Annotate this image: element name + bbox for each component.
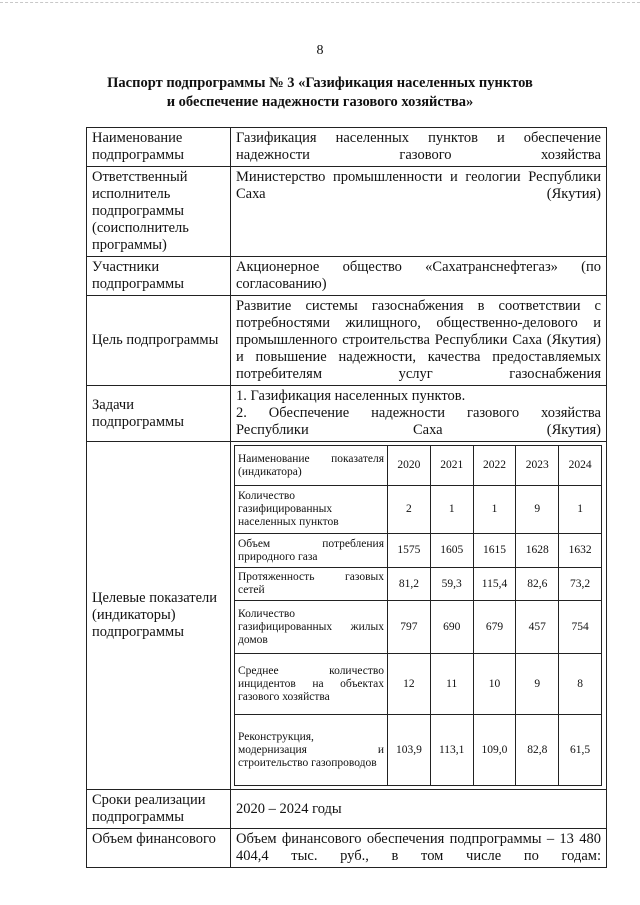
indicator-value: 10 <box>473 654 516 715</box>
indicator-value: 797 <box>388 601 431 654</box>
indicator-value: 115,4 <box>473 568 516 601</box>
indicator-value: 61,5 <box>559 715 602 786</box>
page-title <box>60 74 580 112</box>
indicator-value: 73,2 <box>559 568 602 601</box>
year-2020-header: 2020 <box>388 446 431 486</box>
label-tasks: Задачи подпрограммы <box>87 386 231 442</box>
indicator-name: Среднее количество инцидентов на объектах газового хозяйства <box>235 654 388 715</box>
indicator-name: Объем потребления природного газа <box>235 534 388 568</box>
row-goal <box>87 296 607 386</box>
label-executor: Ответственный исполнитель подпрограммы (соисполнитель программы) <box>87 167 231 257</box>
indicator-value: 59,3 <box>430 568 473 601</box>
indicator-value: 457 <box>516 601 559 654</box>
indicator-header-row <box>235 446 602 486</box>
value-participants: Акционерное общество «Сахатранснефтегаз» (по согласованию) <box>231 257 607 296</box>
value-executor: Министерство промышленности и геологии Республики Саха (Якутия) <box>231 167 607 257</box>
indicator-value: 109,0 <box>473 715 516 786</box>
indicator-row <box>235 486 602 534</box>
indicator-value: 8 <box>559 654 602 715</box>
indicator-value: 690 <box>430 601 473 654</box>
indicator-name: Количество газифицированных населенных пунктов <box>235 486 388 534</box>
indicator-row <box>235 601 602 654</box>
row-executor <box>87 167 607 257</box>
row-terms <box>87 790 607 829</box>
row-indicators <box>87 442 607 790</box>
indicator-name: Реконструкция, модернизация и строительство газопроводов <box>235 715 388 786</box>
label-name: Наименование подпрограммы <box>87 128 231 167</box>
task-item-2: 2. Обеспечение надежности газового хозяйства Республики Саха (Якутия) <box>236 405 601 438</box>
label-indicators: Целевые показатели (индикаторы) подпрограммы <box>87 442 231 790</box>
value-tasks <box>231 386 607 442</box>
indicator-name: Протяженность газовых сетей <box>235 568 388 601</box>
row-funding <box>87 829 607 868</box>
title-line-2: и обеспечение надежности газового хозяйства» <box>166 94 474 110</box>
year-2024-header: 2024 <box>559 446 602 486</box>
year-2022-header: 2022 <box>473 446 516 486</box>
indicator-value: 81,2 <box>388 568 431 601</box>
year-2023-header: 2023 <box>516 446 559 486</box>
indicator-value: 1615 <box>473 534 516 568</box>
year-2021-header: 2021 <box>430 446 473 486</box>
value-terms: 2020 – 2024 годы <box>231 790 607 829</box>
indicator-value: 754 <box>559 601 602 654</box>
indicator-value: 103,9 <box>388 715 431 786</box>
indicator-value: 679 <box>473 601 516 654</box>
indicator-header-name: Наименование показателя (индикатора) <box>235 446 388 486</box>
label-participants: Участники подпрограммы <box>87 257 231 296</box>
row-tasks <box>87 386 607 442</box>
indicator-value: 1605 <box>430 534 473 568</box>
indicator-value: 82,8 <box>516 715 559 786</box>
value-funding: Объем финансового обеспечения подпрограммы – 13 480 404,4 тыс. руб., в том числе по годам: <box>231 829 607 868</box>
label-funding: Объем финансового <box>87 829 231 868</box>
indicator-value: 113,1 <box>430 715 473 786</box>
indicator-value: 82,6 <box>516 568 559 601</box>
indicator-row <box>235 654 602 715</box>
indicator-name: Количество газифицированных жилых домов <box>235 601 388 654</box>
indicator-row <box>235 568 602 601</box>
indicator-row <box>235 534 602 568</box>
indicators-cell <box>231 442 607 790</box>
value-name: Газификация населенных пунктов и обеспечение надежности газового хозяйства <box>231 128 607 167</box>
indicator-value: 1575 <box>388 534 431 568</box>
passport-table <box>86 127 607 868</box>
row-name <box>87 128 607 167</box>
indicator-value: 12 <box>388 654 431 715</box>
scan-top-edge <box>0 2 640 3</box>
indicator-table <box>234 445 602 786</box>
indicator-value: 9 <box>516 486 559 534</box>
indicator-value: 11 <box>430 654 473 715</box>
indicator-value: 9 <box>516 654 559 715</box>
indicator-row <box>235 715 602 786</box>
title-line-1: Паспорт подпрограммы № 3 «Газификация населенных пунктов <box>107 75 533 91</box>
row-participants <box>87 257 607 296</box>
indicator-value: 1 <box>473 486 516 534</box>
indicator-value: 1632 <box>559 534 602 568</box>
indicator-value: 1628 <box>516 534 559 568</box>
task-item-1: 1. Газификация населенных пунктов. <box>236 388 466 404</box>
value-goal: Развитие системы газоснабжения в соответствии с потребностями жилищного, общественно-делового и промышленного строительства Республики Саха (Якутия) и повышение надежности, качества предоставляемых потребителям услуг газоснабжения <box>231 296 607 386</box>
indicator-value: 1 <box>559 486 602 534</box>
label-terms: Сроки реализации подпрограммы <box>87 790 231 829</box>
label-goal: Цель подпрограммы <box>87 296 231 386</box>
indicator-value: 1 <box>430 486 473 534</box>
page-number: 8 <box>316 43 324 58</box>
indicator-value: 2 <box>388 486 431 534</box>
